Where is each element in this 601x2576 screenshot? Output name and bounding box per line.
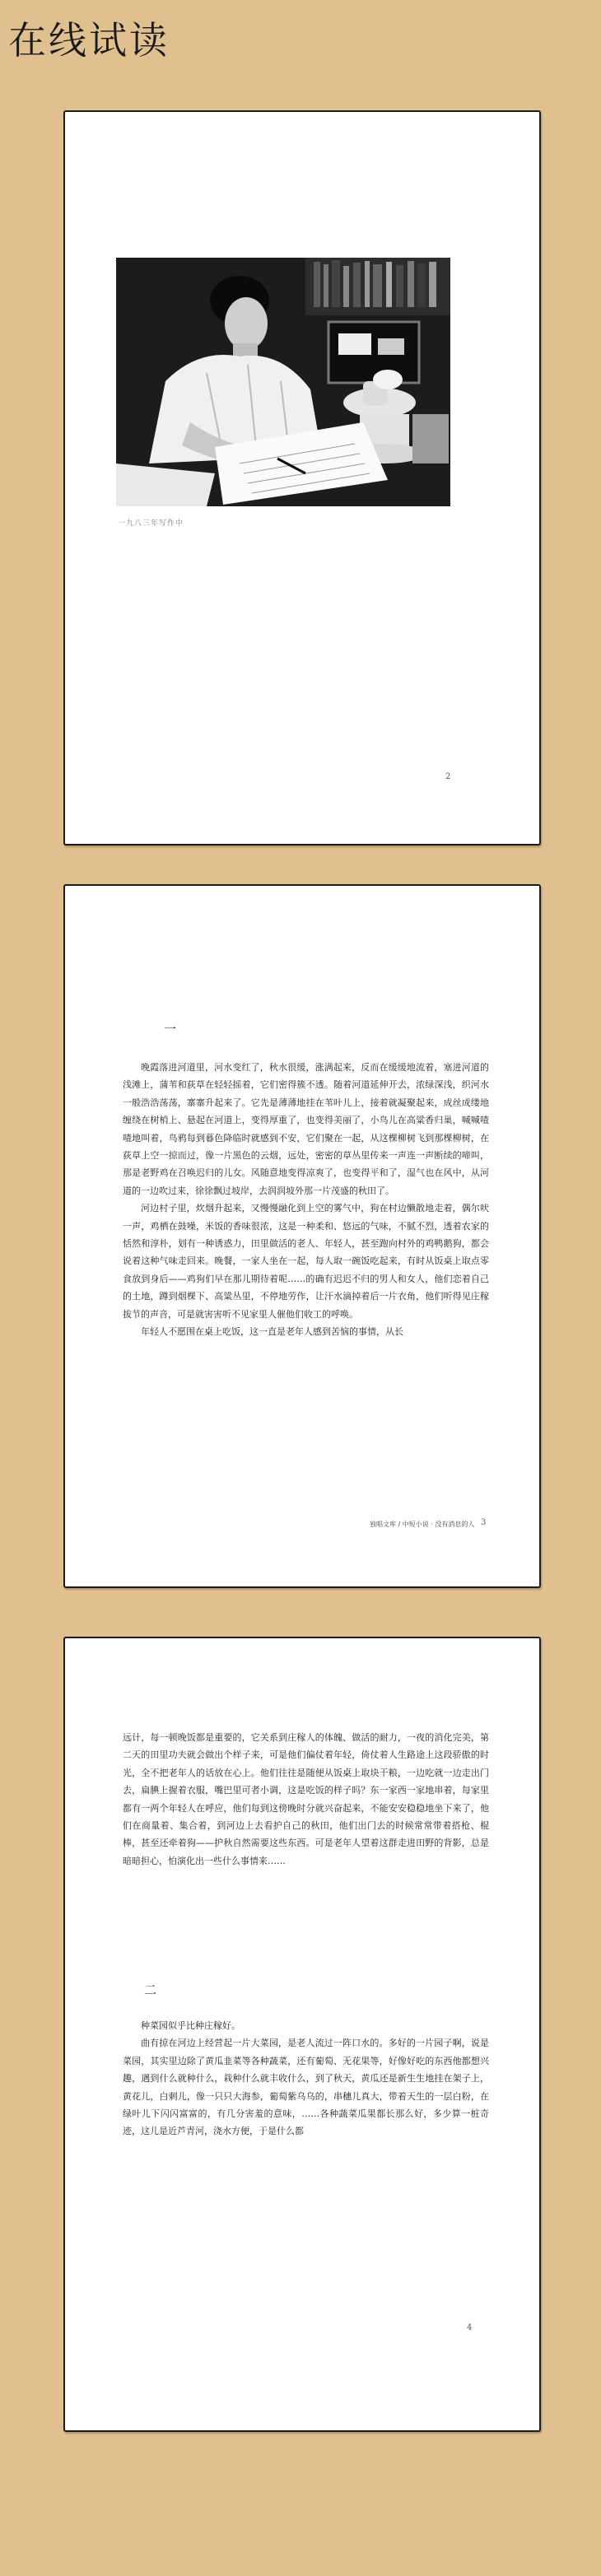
chapter-text (123, 1059, 489, 1341)
paragraph: 河边村子里，炊烟升起来，又慢慢融化到上空的雾气中，狗在村边懒散地走着，偶尔吠一声，鸡栖在鼓噪，米饭的香味很浓，这是一种柔和、悠远的气味，不腻不烈，透着农家的恬然和淳朴，划有一种诱惑力，田里做活的老人、年轻人，甚至跑向村外的鸡鸭鹅狗，都会说着这种气味走回来。晚餐，一家人坐在一起，每人取一碗饭吃起来，有时从饭桌上取点零食放到身后——鸡狗们早在那儿期待着呢……的确有迟迟不归的男人和女人，他们恋着自己的土地，蹲到烟棵下、高粱丛里，不停地劳作，让汗水滴掉着后一片衣角，他们听得见庄稼拔节的声音，可是就害害听不见家里人催他们收工的呼唤。 (123, 1203, 489, 1320)
section-number: 一 (164, 1022, 177, 1036)
section-number: 二 (144, 1982, 157, 1997)
paragraph: 年轻人不愿围在桌上吃饭，这一直是老年人感到苦恼的事情，从长 (141, 1326, 403, 1338)
running-footer: 独唱文库 / 中短小说 · 没有消息的人 (370, 1521, 475, 1528)
page-number: 2 (445, 772, 451, 781)
book-page-3 (63, 1637, 541, 2432)
book-page-2 (63, 884, 541, 1588)
paragraph: 种菜园似乎比种庄稼好。 (141, 2020, 240, 2031)
paragraph: 曲有掠在河边上经营起一片大菜园，是老人流过一阵口水的。多好的一片园子啊，说是菜园，其实里边除了黄瓜韭菜等各种蔬菜，还有葡萄、无花果等，好像好吃的东西他都想兴趣，遇到什么就种什么，栽种什么就丰收什么，到了秋天，黄瓜还是新生生地挂在架子上，黄花儿，白刺儿，像一只只大海参，葡萄紫乌乌的，串穗儿真大，带着天生的一层白粉，在绿叶儿下闪闪富富的，有几分害羞的意味，……各种蔬菜瓜果都长那么好，多少算一桩奇迹，这儿是近芦青河，浇水方便，于是什么都 (123, 2038, 489, 2137)
page-number: 3 (481, 1518, 487, 1527)
chapter-text-bottom (123, 2017, 489, 2140)
paragraph: 远计，每一顿晚饭都是重要的，它关系到庄稼人的体魄、做活的耐力，一夜的消化完美，第二天的田里功夫就会做出个样子来，可是他们偏仗着年轻，倚仗着人生路途上这段骄傲的时光，全不把老年人的话放在心上。他们往往是随便从饭桌上取块干粮，一边吃就一边走出门去，扁腆上握着衣服，嘴巴里可者小调，这是吃饭的样子吗？东一家西一家地串着，每家里都有一两个年轻人在呼应，他们每到这傍晚时分就兴奋起来，不能安安稳稳地坐下来了，他们在商量着、集合着，到河边上去看护自己的秋田，他们出门去的时候常常带着搭枪、棍棒，甚至还牵着狗——护秋自然需要这些东西。可是老年人望着这群走进田野的背影，总是暗暗担心，怕演化出一些什么事情来…… (123, 1732, 489, 1866)
chapter-text-top (123, 1729, 489, 1870)
paragraph: 晚霞落进河道里，河水变红了，秋水很缓，涨满起来，反而在缓缓地流着，塞进河道的浅滩上，蒲苇和荻草在轻轻摇着，它们密得簇不透。随着河道延伸开去，浓绿深浅，织河水一般浩浩荡荡，寨寨升起来了。它先是薄薄地挂在苇叶儿上，接着就凝聚起来，成丝成缕地缠绕在树梢上、悬起在河道上，变得厚重了，也变得美丽了，小鸟儿在高粱香归巢，喊喊喳喳地叫着，鸟鸦每到暮色降临时就感到不安，它们聚在一起，从这棵柳树飞到那棵柳树，在荻草上空一掠而过，像一片黑色的云烟，远处，密密的草丛里传来一声连一声断续的啼叫，那是老野鸡在召唤迟归的儿女。风随意地变得凉爽了，也变得平和了，湿气也在风中，从河道的一边吹过来，徐徐飘过坡岸，去润润坡外那一片茂盛的秋田了。 (123, 1062, 489, 1196)
author-photo (116, 258, 450, 506)
page-number: 4 (467, 2323, 473, 2332)
photo-caption: 一九八三年写作中 (118, 519, 184, 528)
book-page-1 (63, 110, 541, 845)
page-heading: 在线试读 (8, 18, 170, 63)
